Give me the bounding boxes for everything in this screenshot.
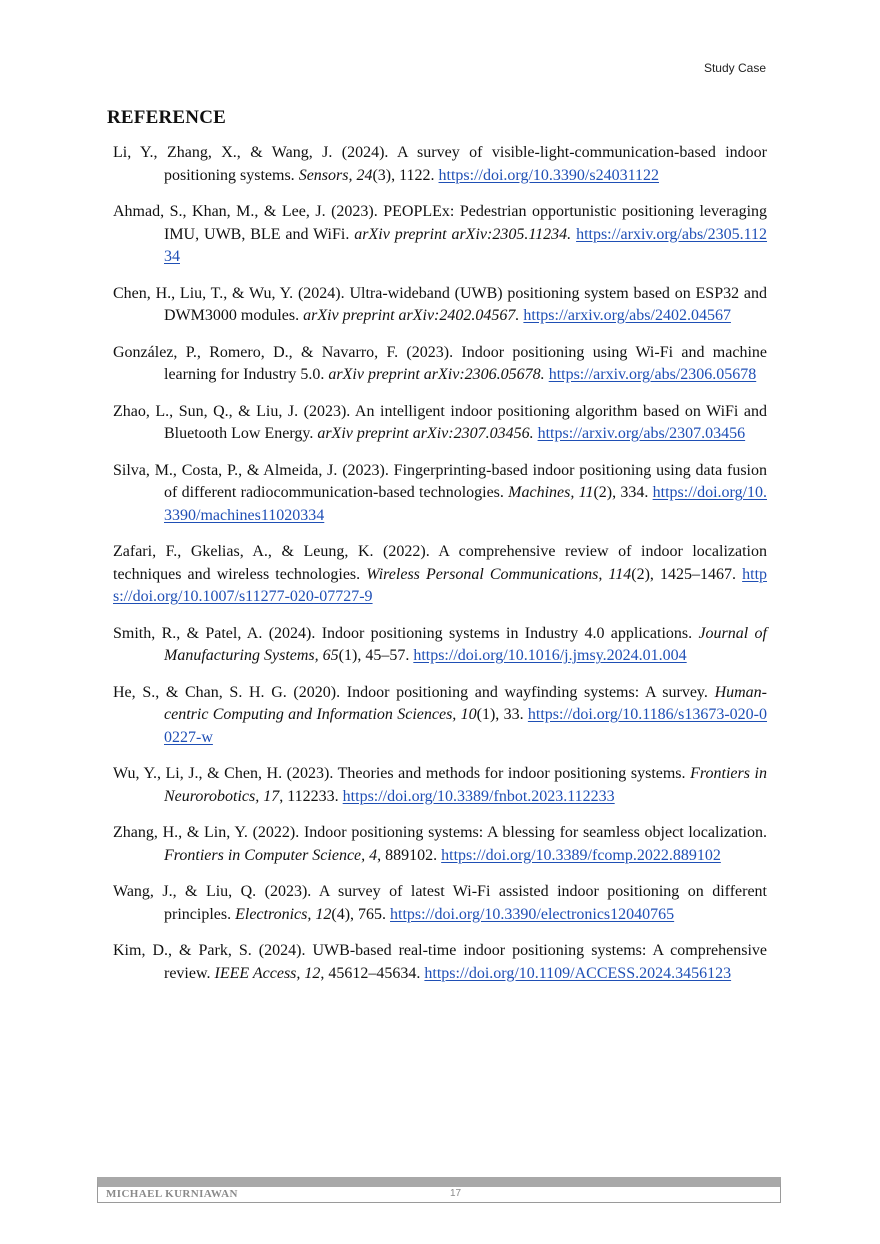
reference-entry bbox=[113, 541, 767, 609]
reference-authors: Ahmad, S., Khan, M., & Lee, J. (2023). bbox=[113, 203, 384, 220]
reference-entry bbox=[113, 881, 767, 926]
reference-authors: Zafari, F., Gkelias, A., & Leung, K. (2022). bbox=[113, 543, 439, 560]
reference-details: , 889102. bbox=[377, 846, 442, 864]
reference-source: Sensors, 24 bbox=[298, 166, 373, 184]
reference-source: arXiv preprint arXiv:2402.04567. bbox=[303, 307, 520, 324]
reference-entry bbox=[113, 822, 767, 867]
reference-title: An intelligent indoor positioning algorithm based on WiFi and Bluetooth Low Energy. bbox=[164, 402, 767, 442]
reference-authors: Wang, J., & Liu, Q. (2023). bbox=[113, 883, 319, 900]
reference-source: Frontiers in Neurorobotics, 17 bbox=[164, 765, 768, 805]
reference-link[interactable]: https://doi.org/10.3390/electronics12040765 bbox=[390, 905, 675, 923]
reference-link[interactable]: https://doi.org/10.3389/fnbot.2023.112233 bbox=[342, 787, 615, 805]
reference-authors: He, S., & Chan, S. H. G. (2020). bbox=[113, 683, 347, 701]
reference-authors: Chen, H., Liu, T., & Wu, Y. (2024). bbox=[113, 284, 350, 302]
reference-source: arXiv preprint arXiv:2307.03456. bbox=[317, 425, 534, 442]
reference-source: Human-centric Computing and Information Sciences, 10 bbox=[164, 683, 767, 723]
reference-entry bbox=[113, 201, 767, 269]
page-footer bbox=[97, 1177, 781, 1203]
reference-title: Indoor positioning and wayfinding systems: A survey. bbox=[346, 683, 715, 701]
reference-entry bbox=[113, 342, 767, 387]
reference-link[interactable]: https://arxiv.org/abs/2306.05678 bbox=[548, 366, 757, 383]
reference-authors: Wu, Y., Li, J., & Chen, H. (2023). bbox=[113, 765, 338, 782]
reference-link[interactable]: https://doi.org/10.1109/ACCESS.2024.3456123 bbox=[424, 964, 732, 982]
reference-details: , 112233. bbox=[279, 787, 343, 805]
reference-entry bbox=[113, 682, 767, 750]
reference-source: arXiv preprint arXiv:2306.05678. bbox=[328, 366, 545, 383]
reference-authors: Silva, M., Costa, P., & Almeida, J. (2023). bbox=[113, 461, 394, 479]
reference-title: Indoor positioning systems in Industry 4.0 applications. bbox=[321, 624, 699, 642]
running-header: Study Case bbox=[703, 61, 766, 75]
reference-title: Fingerprinting-based indoor positioning using data fusion of different radiocommunication-based technologies. bbox=[164, 461, 767, 501]
reference-entry bbox=[113, 460, 767, 528]
reference-details: (2), 334. bbox=[593, 484, 653, 501]
section-title: REFERENCE bbox=[107, 107, 226, 128]
reference-link[interactable]: https://arxiv.org/abs/2305.11234 bbox=[164, 225, 768, 265]
reference-entry bbox=[113, 283, 767, 328]
reference-title: Indoor positioning using Wi-Fi and machine learning for Industry 5.0. bbox=[164, 343, 768, 383]
reference-details: (2), 1425–1467. bbox=[631, 565, 743, 583]
reference-link[interactable]: https://arxiv.org/abs/2307.03456 bbox=[537, 425, 746, 442]
reference-title: A survey of visible-light-communication-based indoor positioning systems. bbox=[164, 144, 768, 184]
reference-link[interactable]: https://arxiv.org/abs/2402.04567 bbox=[523, 307, 731, 324]
reference-entry bbox=[113, 142, 767, 187]
reference-link[interactable]: https://doi.org/10.1016/j.jmsy.2024.01.004 bbox=[413, 647, 687, 664]
reference-title: Theories and methods for indoor positioning systems. bbox=[337, 765, 691, 782]
reference-entry bbox=[113, 940, 767, 985]
reference-title: Ultra-wideband (UWB) positioning system based on ESP32 and DWM3000 modules. bbox=[164, 284, 767, 324]
reference-details: (3), 1122. bbox=[372, 166, 439, 184]
reference-authors: González, P., Romero, D., & Navarro, F. (2023). bbox=[113, 343, 462, 361]
reference-entry bbox=[113, 401, 767, 446]
reference-title: Indoor positioning systems: A blessing for seamless object localization. bbox=[303, 824, 767, 841]
reference-authors: Zhao, L., Sun, Q., & Liu, J. (2023). bbox=[113, 402, 355, 420]
reference-details: (1), 33. bbox=[476, 706, 528, 723]
reference-link[interactable]: https://doi.org/10.1007/s11277-020-07727-9 bbox=[113, 565, 768, 605]
page-number: 17 bbox=[450, 1188, 462, 1199]
reference-entry bbox=[113, 763, 767, 808]
reference-source: arXiv preprint arXiv:2305.11234. bbox=[354, 225, 572, 243]
reference-title: A comprehensive review of indoor localization techniques and wireless technologies. bbox=[113, 543, 767, 583]
reference-title: UWB-based real-time indoor positioning systems: A comprehensive review. bbox=[164, 942, 768, 982]
reference-source: Frontiers in Computer Science, 4 bbox=[164, 846, 378, 864]
reference-details: (4), 765. bbox=[331, 905, 391, 923]
reference-source: IEEE Access, 12 bbox=[214, 964, 321, 982]
reference-link[interactable]: https://doi.org/10.3390/s24031122 bbox=[438, 166, 659, 184]
reference-authors: Kim, D., & Park, S. (2024). bbox=[113, 942, 313, 959]
reference-list bbox=[113, 142, 767, 999]
reference-title: A survey of latest Wi-Fi assisted indoor positioning on different principles. bbox=[164, 883, 767, 923]
footer-author: MICHAEL KURNIAWAN bbox=[106, 1188, 238, 1200]
reference-entry bbox=[113, 623, 767, 668]
reference-link[interactable]: https://doi.org/10.3389/fcomp.2022.889102 bbox=[441, 846, 721, 864]
reference-authors: Li, Y., Zhang, X., & Wang, J. (2024). bbox=[113, 144, 397, 161]
reference-details: (1), 45–57. bbox=[338, 647, 414, 664]
reference-source: Journal of Manufacturing Systems, 65 bbox=[164, 624, 768, 664]
reference-link[interactable]: https://doi.org/10.1186/s13673-020-00227-w bbox=[164, 706, 768, 746]
reference-source: Machines, 11 bbox=[508, 484, 594, 501]
reference-authors: Smith, R., & Patel, A. (2024). bbox=[113, 624, 322, 642]
reference-details: , 45612–45634. bbox=[320, 964, 425, 982]
reference-title: PEOPLEx: Pedestrian opportunistic positioning leveraging IMU, UWB, BLE and WiFi. bbox=[164, 203, 768, 243]
reference-authors: Zhang, H., & Lin, Y. (2022). bbox=[113, 824, 304, 841]
reference-link[interactable]: https://doi.org/10.3390/machines11020334 bbox=[164, 484, 768, 524]
reference-source: Electronics, 12 bbox=[235, 905, 332, 923]
reference-source: Wireless Personal Communications, 114 bbox=[366, 565, 632, 583]
